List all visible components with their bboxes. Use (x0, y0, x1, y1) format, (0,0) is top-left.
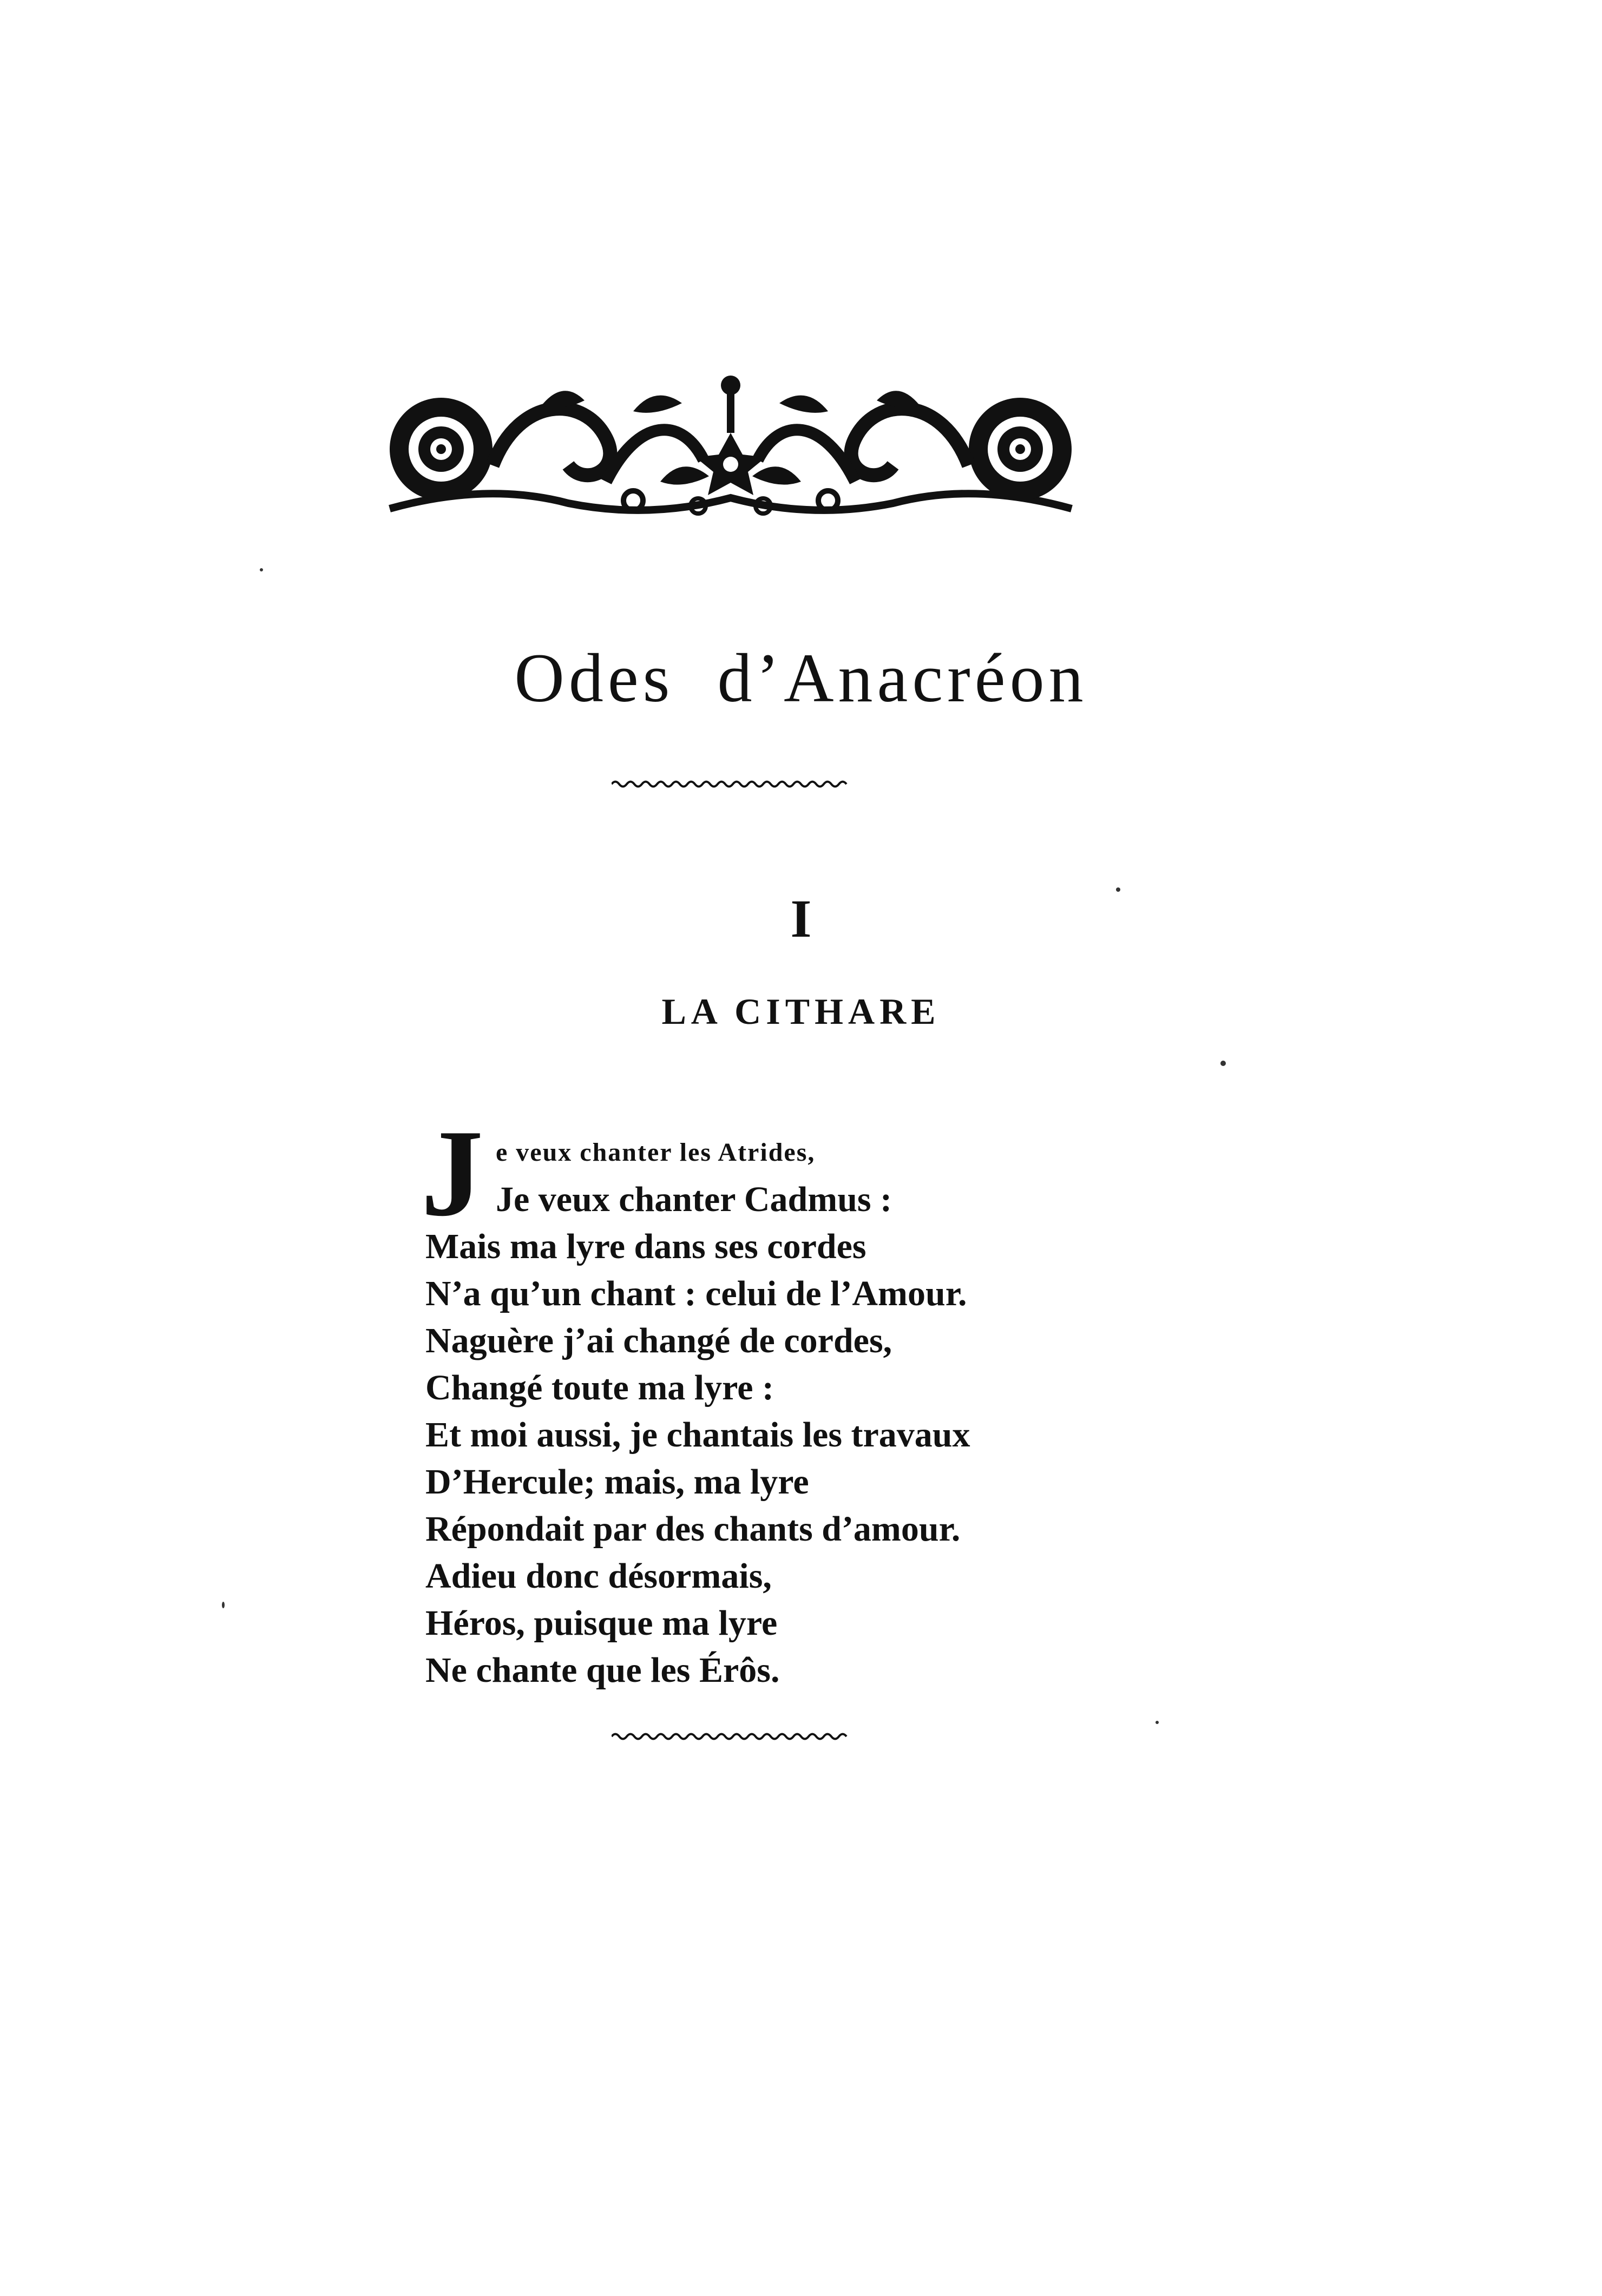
page-title: Odes d’Anacréon (514, 640, 1088, 716)
poem-line: Adieu donc désormais, (425, 1556, 772, 1596)
poem-line: Changé toute ma lyre : (425, 1368, 774, 1407)
poem-line: Et moi aussi, je chantais les travaux (425, 1415, 970, 1455)
scan-speck (1116, 887, 1120, 892)
poem-line: Je veux chanter Cadmus : (496, 1180, 892, 1219)
poem-text (421, 1104, 1183, 1694)
poem-line: D’Hercule; mais, ma lyre (425, 1462, 809, 1502)
wavy-rule-icon (612, 1731, 850, 1742)
poem-line: Héros, puisque ma lyre (425, 1603, 778, 1643)
poem-line: Naguère j’ai changé de cordes, (425, 1321, 892, 1360)
poem-line: Ne chante que les Érôs. (425, 1650, 780, 1690)
ode-number: I (790, 889, 812, 949)
poem-line-rest: e veux chanter les Atrides, (496, 1138, 816, 1167)
poem-line: Mais ma lyre dans ses cordes (425, 1227, 866, 1266)
scan-speck (1155, 1721, 1159, 1724)
drop-cap: J (421, 1104, 483, 1242)
poem-line: Répondait par des chants d’amour. (425, 1509, 961, 1549)
scan-speck (222, 1602, 225, 1608)
floral-scroll-ornament-icon (379, 373, 1082, 525)
ode-title: LA CITHARE (661, 991, 941, 1032)
wavy-rule-icon (612, 778, 850, 790)
poem-line (425, 1126, 1183, 1176)
scan-speck (260, 568, 263, 571)
scan-speck (1220, 1061, 1226, 1066)
poem-line: N’a qu’un chant : celui de l’Amour. (425, 1274, 967, 1313)
